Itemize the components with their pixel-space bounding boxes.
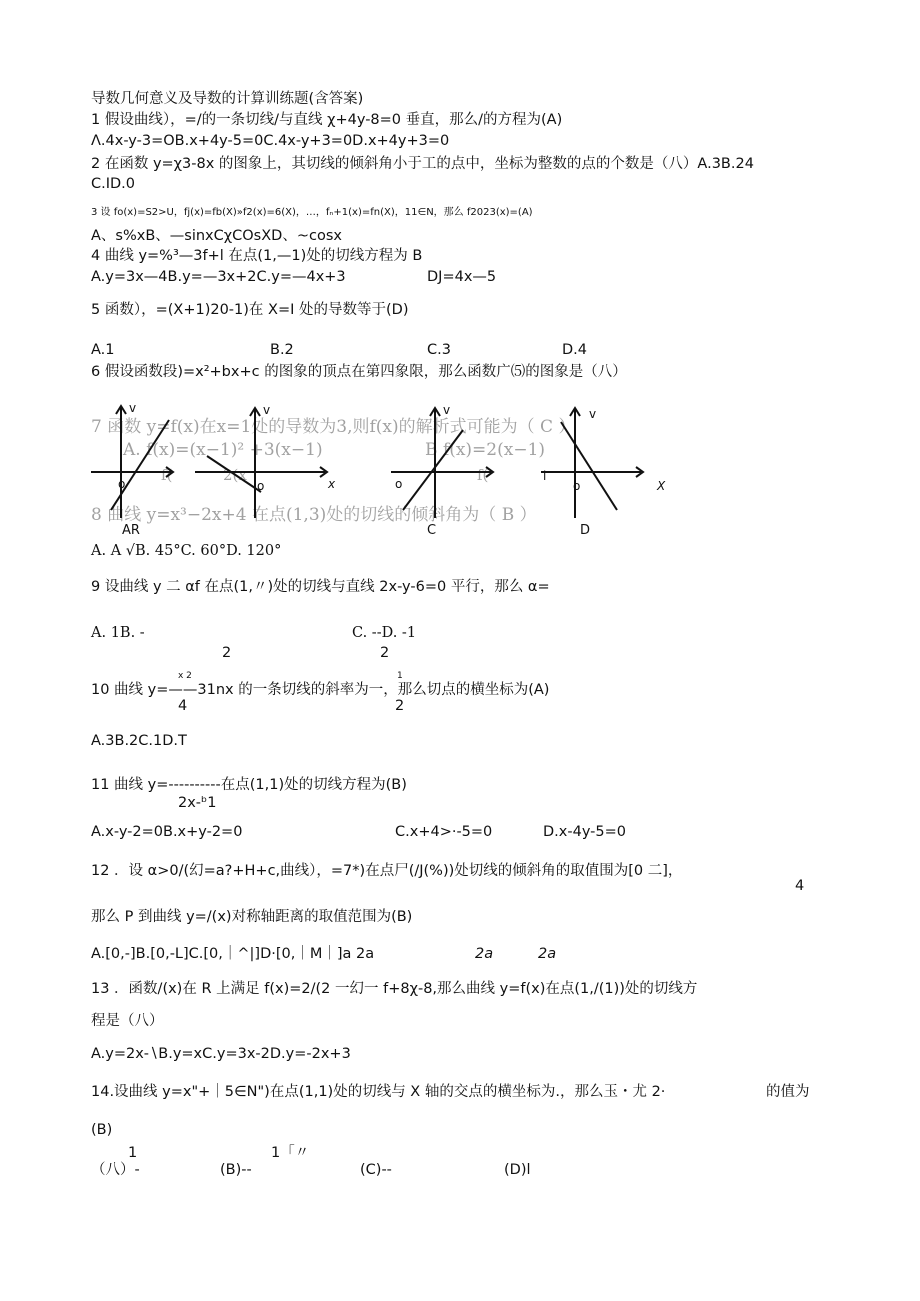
q5-option-b: B.2	[270, 342, 294, 358]
q11-option-d: D.x-4y-5=0	[543, 824, 626, 840]
q13-stem: 13 ．函数/(x)在 R 上满足 f(x)=2/(2 一幻一 f+8χ-8,那么曲线 y=f(x)在点(1,/(1))处的切线方	[91, 981, 698, 997]
ghost-option-a: A. f(x)=(x−1)² +3(x−1)	[123, 440, 323, 460]
graph-b-x-label: x	[328, 477, 336, 491]
graph-c-origin: o	[395, 477, 403, 491]
q10-denominator-4: 4	[178, 698, 188, 714]
caption-c: C	[427, 523, 437, 538]
q14-numerator-c: 1「〃	[271, 1145, 310, 1161]
q9-options-cd: C. --D. -1	[352, 625, 417, 641]
q5-option-a: A.1	[91, 342, 115, 358]
graphs-svg	[85, 400, 685, 540]
q3-options: A、s%xB、—sinxCχCOsXD、~cosx	[91, 228, 342, 244]
q5-stem: 5 函数），=(X+1)20-1)在 X=I 处的导数等于(D)	[91, 302, 409, 318]
q1-options: Λ.4x-y-3=OB.x+4y-5=0C.4x-y+3=0D.x+4y+3=0	[91, 133, 450, 149]
q11-stem: 11 曲线 y=----------在点(1,1)处的切线方程为(B)	[91, 777, 407, 793]
graph-a-origin: o	[118, 477, 126, 491]
q10-denominator-2: 2	[395, 698, 405, 714]
ghost-option-b: B f(x)=2(x−1)	[425, 440, 546, 460]
q14-option-a: （八）-	[91, 1162, 140, 1178]
q12-2a-2: 2a	[538, 946, 557, 962]
q10-options: A.3B.2C.1D.T	[91, 733, 187, 749]
caption-d: D	[580, 523, 591, 538]
document-title: 导数几何意义及导数的计算训练题(含答案)	[91, 91, 364, 107]
ghost-q7-text: 7 函数 y=f(x)在x=1处的导数为3,则f(x)的解析式可能为（ C ）	[91, 417, 576, 437]
graph-d-y-label: v	[589, 407, 597, 421]
q2-cont: C.ID.0	[91, 176, 136, 192]
ghost-2x: 2(x	[223, 466, 247, 484]
graph-b-origin: o	[257, 479, 265, 493]
q6-stem: 6 假设函数段)=x²+bx+c 的图象的顶点在第四象限，那么函数广⑸的图象是（八）	[91, 364, 627, 380]
q14-answer: (B)	[91, 1122, 113, 1138]
q5-option-c: C.3	[427, 342, 451, 358]
q2-stem: 2 在函数 y=χ3-8x 的图象上，其切线的倾斜角小于工的点中，坐标为整数的点的个数是（八）A.3B.24	[91, 156, 754, 172]
graph-c	[391, 403, 493, 518]
q14-numerator-a: 1	[128, 1145, 138, 1161]
q12-2a-1: 2a	[475, 946, 494, 962]
q14-stem: 14.设曲线 y=x"+｜5∈N")在点(1,1)处的切线与 X 轴的交点的横坐标为.，那么玉・尤 2·	[91, 1084, 666, 1100]
graph-d	[541, 407, 666, 518]
ghost-fx: f(	[161, 466, 173, 484]
q9-options-ab: A. 1B. -	[91, 625, 145, 641]
q12-options: A.[0,-]B.[0,-L]C.[0,｜^|]D·[0,｜M｜]a 2a	[91, 946, 375, 962]
graph-d-x-label: X	[657, 479, 666, 493]
q11-options-ab: A.x-y-2=0B.x+y-2=0	[91, 824, 243, 840]
q4-options-abc: A.y=3x—4B.y=—3x+2C.y=—4x+3	[91, 269, 346, 285]
q9-stem: 9 设曲线 y 二 αf 在点(1,〃)处的切线与直线 2x-y-6=0 平行，那么 α=	[91, 579, 550, 595]
q11-option-c: C.x+4>·-5=0	[395, 824, 493, 840]
graph-c-y-label: v	[443, 403, 451, 417]
q13-stem2: 程是（八）	[91, 1013, 164, 1029]
q14-tail: 的值为	[766, 1084, 810, 1100]
q4-option-d: DJ=4x—5	[427, 269, 497, 285]
q4-stem: 4 曲线 y=%³—3f+l 在点(1,—1)处的切线方程为 B	[91, 248, 423, 264]
q11-denominator: 2x-ᵇ1	[178, 795, 217, 811]
graph-b	[195, 403, 336, 518]
graph-a-y-label: v	[129, 401, 137, 415]
q10-superscript: x 2	[178, 671, 192, 681]
q12-fraction-4: 4	[795, 878, 805, 894]
q6-figure	[85, 400, 685, 540]
ghost-fx-c: f(	[477, 466, 489, 484]
graph-d-origin: o	[573, 479, 581, 493]
q12-stem2: 那么 P 到曲线 y=∕(x)对称轴距离的取值范围为(B)	[91, 909, 413, 925]
graph-a	[91, 401, 173, 518]
q3-stem: 3 设 fo(x)=S2>U，fj(x)=fb(X)»f2(x)=6(X)，…，fₙ+1(x)=fn(X)，11∈N，那么 f2023(x)=(A)	[91, 207, 533, 218]
q10-stem: 10 曲线 y=——31nx 的一条切线的斜率为一，那么切点的横坐标为(A)	[91, 682, 550, 698]
q10-superscript-half: 1	[397, 671, 403, 681]
ghost-q8-text: 8 曲线 y=x³−2x+4 在点(1,3)处的切线的倾斜角为（ B ）	[91, 505, 537, 525]
q8-options: A. A √B. 45°C. 60°D. 120°	[91, 543, 282, 559]
q9-denominator-c: 2	[380, 645, 390, 661]
graph-b-y-label: v	[263, 403, 271, 417]
caption-ab: AR	[122, 523, 140, 538]
q5-option-d: D.4	[562, 342, 587, 358]
q13-options: A.y=2x-∖B.y=xC.y=3x-2D.y=-2x+3	[91, 1046, 351, 1062]
q9-denominator-b: 2	[222, 645, 232, 661]
q14-option-c: (C)--	[360, 1162, 392, 1178]
q1-stem: 1 假设曲线），=/的一条切线/与直线 χ+4y-8=0 垂直，那么/的方程为(A)	[91, 112, 563, 128]
q14-option-b: (B)--	[220, 1162, 252, 1178]
q12-stem: 12 ．设 α>0∕(幻=a?+H+c,曲线），=7*)在点尸(/J(%))处切线的倾斜角的取值围为[0 二]，	[91, 863, 683, 879]
graph-d-tick: l	[543, 469, 547, 483]
q14-option-d: (D)l	[504, 1162, 531, 1178]
